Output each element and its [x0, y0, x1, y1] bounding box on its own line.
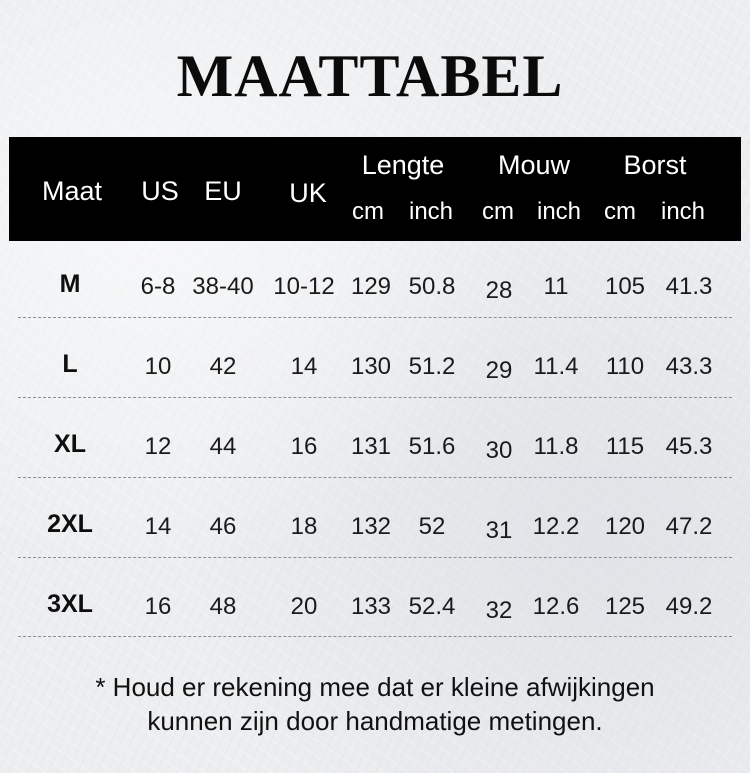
cell-chest-cm: 105 [604, 273, 646, 300]
cell-us: 14 [144, 513, 172, 540]
cell-chest-inch: 43.3 [665, 353, 713, 380]
cell-chest-cm: 110 [605, 353, 645, 380]
header-sleeve: Mouw [497, 150, 571, 180]
cell-chest-inch: 45.3 [665, 433, 713, 460]
note-line-2: kunnen zijn door handmatige metingen. [147, 706, 603, 736]
header-uk: UK [289, 178, 327, 208]
cell-chest-cm: 115 [605, 433, 645, 460]
cell-sleeve-inch: 11 [543, 273, 569, 300]
cell-uk: 16 [290, 433, 318, 460]
header-size: Maat [41, 176, 103, 206]
table-row [0, 487, 750, 567]
cell-length-inch: 51.6 [408, 433, 456, 460]
cell-sleeve-cm: 31 [485, 517, 513, 544]
table-row [0, 327, 750, 407]
cell-us: 12 [144, 433, 172, 460]
header-chest-inch: inch [660, 198, 706, 225]
table-row [0, 247, 750, 327]
cell-sleeve-cm: 32 [485, 597, 513, 624]
cell-sleeve-inch: 11.4 [533, 353, 579, 380]
cell-chest-inch: 49.2 [665, 593, 713, 620]
cell-length-cm: 129 [350, 273, 392, 300]
row-divider [18, 317, 732, 318]
row-divider [18, 397, 732, 398]
cell-length-cm: 132 [350, 513, 392, 540]
cell-chest-cm: 120 [604, 513, 646, 540]
cell-eu: 46 [209, 513, 237, 540]
header-eu: EU [204, 176, 242, 206]
cell-eu: 44 [209, 433, 237, 460]
cell-uk: 10-12 [273, 273, 335, 300]
header-sleeve-cm: cm [482, 198, 514, 225]
cell-eu: 42 [209, 353, 237, 380]
header-sleeve-inch: inch [536, 198, 582, 225]
row-divider [18, 636, 732, 637]
cell-us: 16 [144, 593, 172, 620]
table-row [0, 567, 750, 647]
cell-size: XL [54, 430, 86, 458]
cell-length-inch: 52.4 [408, 593, 456, 620]
cell-chest-cm: 125 [604, 593, 646, 620]
cell-sleeve-inch: 11.8 [533, 433, 579, 460]
note-line-1: * Houd er rekening mee dat er kleine afwijkingen [95, 672, 655, 702]
header-chest-cm: cm [604, 198, 636, 225]
cell-length-cm: 130 [350, 353, 392, 380]
cell-length-inch: 51.2 [408, 353, 456, 380]
cell-chest-inch: 41.3 [665, 273, 713, 300]
cell-length-inch: 50.8 [408, 273, 456, 300]
header-length-inch: inch [408, 198, 454, 225]
cell-sleeve-cm: 29 [485, 357, 513, 384]
cell-size: 2XL [47, 510, 93, 538]
cell-sleeve-inch: 12.6 [532, 593, 580, 620]
cell-length-inch: 52 [418, 513, 446, 540]
row-divider [18, 477, 732, 478]
cell-eu: 48 [209, 593, 237, 620]
measurement-note [20, 670, 730, 738]
cell-size: L [62, 350, 78, 378]
table-header [9, 137, 741, 241]
header-chest: Borst [623, 150, 687, 180]
cell-us: 10 [144, 353, 172, 380]
row-divider [18, 557, 732, 558]
cell-length-cm: 133 [350, 593, 392, 620]
cell-size: M [59, 270, 81, 298]
cell-sleeve-cm: 30 [485, 437, 513, 464]
cell-size: 3XL [47, 590, 93, 618]
cell-uk: 20 [290, 593, 318, 620]
page-title: MAATTABEL [176, 43, 564, 109]
cell-sleeve-inch: 12.2 [532, 513, 580, 540]
cell-uk: 14 [290, 353, 318, 380]
header-us: US [141, 176, 179, 206]
table-row [0, 407, 750, 487]
cell-us: 6-8 [140, 273, 176, 300]
header-length: Lengte [361, 150, 445, 180]
cell-sleeve-cm: 28 [485, 277, 513, 304]
cell-chest-inch: 47.2 [665, 513, 713, 540]
cell-uk: 18 [290, 513, 318, 540]
header-length-cm: cm [352, 198, 384, 225]
cell-length-cm: 131 [350, 433, 392, 460]
cell-eu: 38-40 [192, 273, 254, 300]
